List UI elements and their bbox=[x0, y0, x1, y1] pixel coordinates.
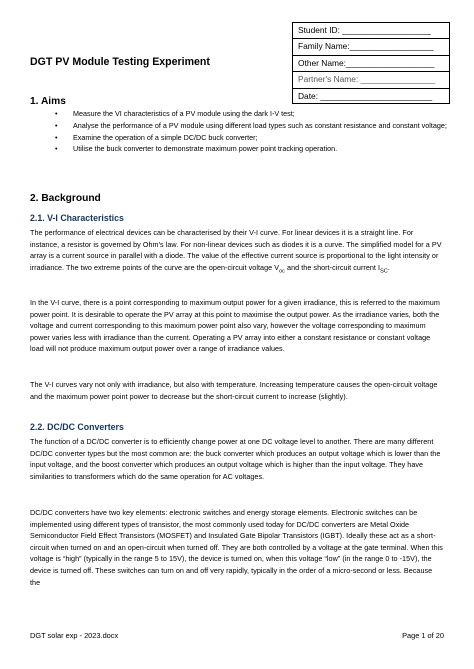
aims-heading: 1. Aims bbox=[30, 96, 66, 107]
vi-paragraph-3: The V-I curves vary not only with irradiance, but also with temperature. Increasing temperature causes the open-circuit voltage and the maximum power point power to decrease but the short-circuit current to increase (slightly). bbox=[30, 380, 438, 401]
family-name-field[interactable]: Family Name:__________________ bbox=[293, 39, 449, 55]
footer-filename: DGT solar exp - 2023.docx bbox=[30, 631, 119, 640]
aims-item: • Utilise the buck converter to demonstrate maximum power point tracking operation. bbox=[55, 143, 447, 155]
other-name-field[interactable]: Other Name:___________________ bbox=[293, 56, 449, 72]
footer-page-number: Page 1 of 20 bbox=[402, 631, 444, 640]
date-field[interactable]: Date: ________________________ bbox=[298, 90, 433, 101]
vi-paragraph-2: In the V-I curve, there is a point corresponding to maximum output power for a given irradiance, this is referred to the maximum power point. It is desirable to operate the PV array at this point to maximise the output power. As the irradiance varies, both the voltage and current corresponding to this maximum power point also vary, however the voltage corresponding to maximum power varies less with irradiance than the current. Operating a PV array into either a constant resistance or constant voltage load will not produce maximum output power over a range of irradiance values. bbox=[30, 298, 440, 354]
dcdc-paragraph-1: The function of a DC/DC converter is to efficiently change power at one DC voltage level to another. There are many different DC/DC converter types but the most common are: the buck converter which produces an output voltage which is lower than the input voltage, and the boost converter which produces an output voltage which is higher than the input voltage. They have similarities to transformers which do the same operation for AC voltages. bbox=[30, 437, 441, 481]
partner-name-field[interactable]: Partner's Name: ________________ bbox=[293, 72, 449, 88]
background-heading: 2. Background bbox=[30, 193, 101, 204]
student-id-field[interactable]: Student ID: ___________________ bbox=[293, 23, 449, 39]
document-title: DGT PV Module Testing Experiment bbox=[30, 56, 210, 68]
vi-characteristics-heading: 2.1. V-I Characteristics bbox=[30, 213, 124, 223]
student-info-box bbox=[292, 22, 450, 104]
aims-item: • Measure the VI characteristics of a PV module using the dark I-V test; bbox=[55, 108, 447, 120]
aims-item: • Examine the operation of a simple DC/DC buck converter; bbox=[55, 132, 447, 144]
dcdc-converters-heading: 2.2. DC/DC Converters bbox=[30, 422, 124, 432]
aims-item: • Analyse the performance of a PV module using different load types such as constant resistance and constant voltage; bbox=[55, 120, 447, 132]
vi-paragraph-1: The performance of electrical devices can be characterised by their V-I curve. For linear devices it is a straight line. For instance, a resistor is governed by Ohm's law. For non-linear devices such as diodes it is a curve. The simplified model for a PV array is a current source in parallel with a diode. The value of the effective current source is proportional to the light intensity or irradiance. The two extreme points of the curve are the open-circuit voltage $V_{oc}$ and the short-circuit current $I_{SC}$. bbox=[30, 228, 442, 275]
dcdc-paragraph-2: DC/DC converters have two key elements: electronic switches and energy storage elements. Electronic switches can be implemented using different types of transistor, the most commonly used today for DC/DC converters are Metal Oxide Semiconductor Field Effect Transistors (MOSFET) and Insulated Gate Bipolar Transistors (IGBT). Ideally these act as a short-circuit when turned on and an open-circuit when turned off. They are both controlled by a voltage at the gate terminal. When this voltage is “high” (typically in the range 5 to 15V), the device is turned on, when this voltage “low” (in the range 0 to -15V), the device is turned off. These switches can turn on and off very rapidly, typically in the order of a micro-second or less. Because the bbox=[30, 508, 443, 587]
aims-list bbox=[55, 108, 447, 155]
